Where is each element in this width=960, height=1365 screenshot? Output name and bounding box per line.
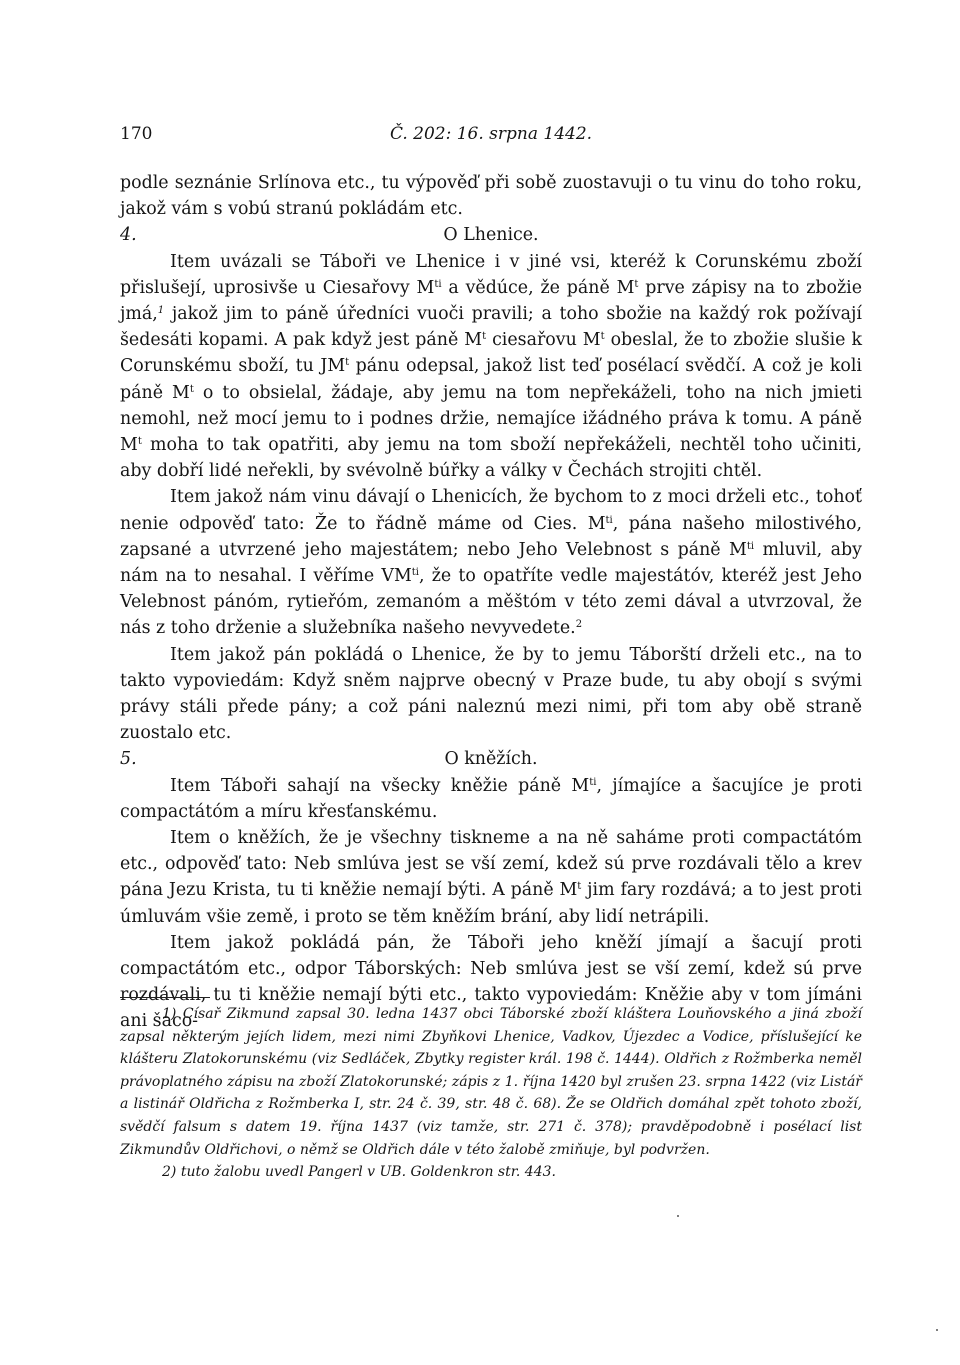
superscript: ti xyxy=(605,514,613,526)
paragraph: Item jakož pokládá pán, že Táboři jeho kněží jímají a šacují proti compactátóm etc., odpor Táborských: Neb smlúva jest se vší zemí, kdež sú prve rozdávali, tu ti kněžie nemají býti etc., takto vypoviedám: Kněžie aby v tom jímáni ani šaco- xyxy=(120,932,862,1032)
text-run: moha to tak opatřiti, aby jemu na tom sboží nepřekáželi, nechtěl toho učiniti, aby dobří lidé neřekli, by svévolně búřky a války v Čechách strojiti chtěl. xyxy=(120,435,862,482)
text-run: a vědúce, že páně M xyxy=(441,277,635,298)
text-run: jim fary rozdává; a to jest proti úmluvám všie země, i proto se těm kněžím brání, aby lidí netrápili. xyxy=(120,880,862,927)
text-run: Item o kněžích, že je všechny tiskneme a na ně saháme proti compactátóm etc., odpověď tato: Neb smlúva jest se vší zemí, kdež sú prve rozdávali tělo a krev pána Jezu Krista, tu ti kněžie nemají býti. A páně M xyxy=(120,828,862,901)
paragraph xyxy=(120,825,862,930)
section-number: 4. xyxy=(120,225,137,246)
superscript: ti xyxy=(434,278,442,290)
footnote-ref: 2 xyxy=(575,619,583,631)
text-run: jakož jim to páně úředníci vuoči pravili; a toho sbožie na každý rok požívají šedesáti kopami. A pak když jest páně M xyxy=(120,304,862,351)
text-run: obeslal, že to zbožie slušie k Corunskému sboží, tu JM xyxy=(120,330,862,377)
footnote-1: 1) Císař Zikmund zapsal 30. ledna 1437 obci Táborské zboží kláštera Louňovského a jiná zboží zapsal některým jejích lidem, mezi nimi Zbyňkovi Lhenice, Vadkov, Újezdec a Vodice, příslušející ke klášteru Zlatokorunskému (viz Sedláček, Zbytky register král. 198 č. 1444). Oldřich z Rožmberka neměl právoplatného zápisu na zboží Zlatokorunské; zápis z 1. října 1420 byl zrušen 23. srpna 1422 (viz Listář a listinář Oldřicha z Rožmberka I, str. 24 č. 39, str. 48 č. 68). Že se Oldřich domáhal zpět tohoto zboží, svědčí falsum s datem 19. října 1437 (viz tamže, str. 271 č. 378); pravděpodobně i posélací list Zikmundův Oldřichovi, o němž se Oldřich dále v této žalobě zmiňuje, byl podvržen. xyxy=(120,1006,862,1158)
text-run: , jímajíce a šacujíce je proti compactátóm a míru křesťanskému. xyxy=(120,775,863,822)
superscript: t xyxy=(634,278,639,290)
section-number: 5. xyxy=(120,749,137,770)
section-heading-5 xyxy=(120,746,862,772)
text-run: prve zápisy na to zbožie jmá, xyxy=(120,277,862,324)
text-run: ciesařovu M xyxy=(486,330,601,351)
text-run: , že to opatříte vedle majestátóv, kteréž jest Jeho Velebnost pánóm, rytieřóm, zemanóm a měštóm v této zemi dával a utvrzoval, že nás z toho drženie a služebníka našeho nevyvedete. xyxy=(120,566,862,639)
scan-speck xyxy=(936,1329,938,1331)
paragraph-continuation: podle seznánie Srlínova etc., tu výpověď při sobě zuostavuji o tu vinu do toho roku, jakož vám s vobú stranú pokládám etc. xyxy=(120,173,862,220)
text-run: , pána našeho milostivého, zapsané a utvrzené jeho majestátem; nebo Jeho Velebnost s páně M xyxy=(120,513,863,560)
section-title: O kněžích. xyxy=(444,749,538,770)
text-run: pánu odepsal, jakož list teď posélací svědčí. A což je koli páně M xyxy=(120,356,862,403)
section-heading-4 xyxy=(120,222,862,248)
superscript: ti xyxy=(411,567,419,579)
section-title: O Lhenice. xyxy=(443,225,539,246)
paragraph xyxy=(120,484,862,641)
superscript: t xyxy=(577,881,582,893)
superscript: t xyxy=(189,383,194,395)
text-run: Item uvázali se Táboři ve Lhenice i v jiné vsi, kteréž k Corunskému zboží přislušejí, uprosivše u Ciesařovy M xyxy=(120,251,862,298)
paragraph xyxy=(120,773,862,825)
page-header xyxy=(120,124,862,150)
text-run: Item jakož nám vinu dávají o Lhenicích, že bychom to z moci drželi etc., tohoť nenie odpověď tato: Že to řádně máme od Cies. M xyxy=(120,487,862,534)
scan-speck xyxy=(677,1215,679,1217)
text-run: Item Táboři sahají na všecky kněžie páně M xyxy=(170,775,590,796)
page-number: 170 xyxy=(120,124,153,144)
text-run: mluvil, aby nám na to nesahal. I věříme VM xyxy=(120,539,862,587)
superscript: t xyxy=(345,357,350,369)
superscript: t xyxy=(482,331,487,343)
main-text xyxy=(120,170,862,1035)
superscript: t xyxy=(137,436,142,448)
footnote-ref: 1 xyxy=(157,305,165,316)
superscript: t xyxy=(600,331,605,343)
paragraph: Item jakož pán pokládá o Lhenice, že by to jemu Táborští drželi etc., na to takto vypoviedám: Když sněm najprve obecný v Praze bude, tu aby obojí s svými právy stáli přede pány; a což páni naleznú mezi nimi, při tom aby obě straně zuostalo etc. xyxy=(120,644,862,744)
paragraph xyxy=(120,249,862,485)
footnote-2: 2) tuto žalobu uvedl Pangerl v UB. Goldenkron str. 443. xyxy=(162,1164,556,1181)
superscript: ti xyxy=(746,540,755,552)
running-head: Č. 202: 16. srpna 1442. xyxy=(389,124,593,144)
text-run: o to obsielal, žádaje, aby jemu na tom nepřekáželi, toho na nich jmieti nemohl, než mocí jemu to i podnes držie, nemajíce ižádného práva k tomu. A páně M xyxy=(120,382,862,456)
superscript: ti xyxy=(589,776,597,788)
footnotes xyxy=(120,1003,862,1184)
footnote-rule xyxy=(120,997,210,998)
